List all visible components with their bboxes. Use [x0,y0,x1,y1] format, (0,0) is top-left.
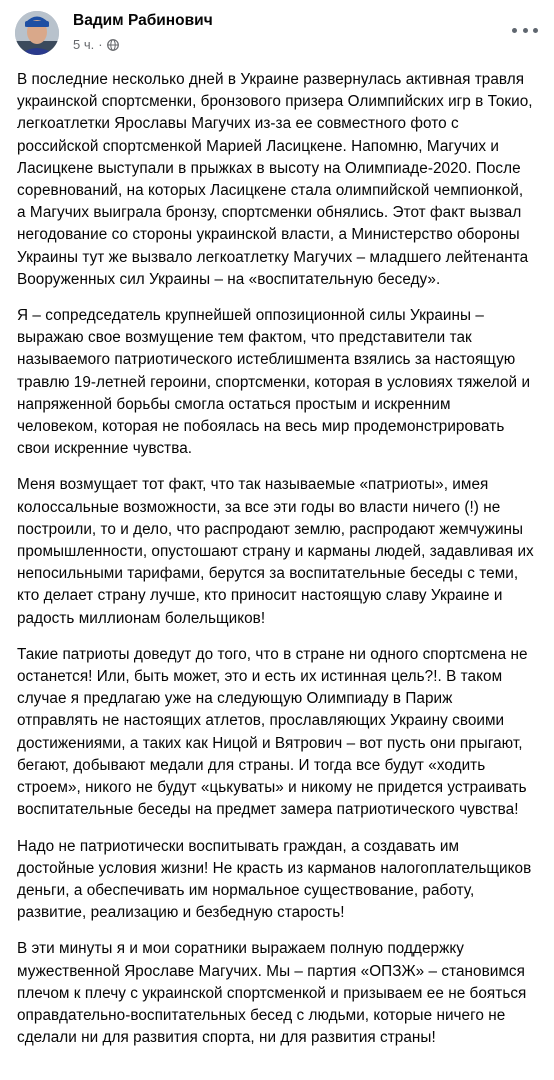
profile-photo-icon [15,11,59,55]
post-time[interactable]: 5 ч. [73,37,95,52]
post-paragraph: В эти минуты я и мои соратники выражаем полную поддержку мужественной Ярославе Магучих. Мы – партия «ОПЗЖ» – становимся плечом к плечу с украинской спортсменкой и призываем ее не бояться оправдательно-воспитательных бесед с людьми, которые ничего не сделали ни для развития спорта, ни для развития страны! [17,940,527,1047]
more-options-icon[interactable] [512,22,538,38]
post-meta [73,37,119,52]
post-header [0,0,554,70]
post-paragraph: Я – сопредседатель крупнейшей оппозиционной силы Украины – выражаю свое возмущение тем фактом, что представители так называемого патриотического истеблишмента взялись за настоящую травлю 19-летней героини, спортсменки, которая в условиях тяжелой и напряженной борьбы смогла остаться простым и искренним человеком, которая не побоялась на весь мир продемонстрировать свои искренние чувства. [17,307,531,458]
meta-separator: · [98,37,103,52]
globe-icon[interactable] [107,39,119,51]
post-paragraph: Надо не патриотически воспитывать граждан, а создавать им достойные условия жизни! Не красть из карманов налогоплательщиков деньги, а обеспечивать им нормальное существование, работу, развитие, реализацию и безбедную старость! [17,837,532,922]
post-paragraph: В последние несколько дней в Украине развернулась активная травля украинской спортсменки, бронзового призера Олимпийских игр в Токио, легкоатлетки Ярославы Магучих из-за ее совместного фото с российской спортсменкой Марией Ласицкене. Напомню, Магучих и Ласицкене выступали в прыжках в высоту на Олимпиаде-2020. После соревнований, на которых Ласицкене стала олимпийской чемпионкой, а Магучих выиграла бронзу, спортсменки обнялись. Этот факт вызвал негодование со стороны украинской власти, а Министерство обороны Украины тут же вызвало легкоатлетку Магучих – младшего лейтенанта Вооруженных сил Украины – на «воспитательную беседу». [17,71,533,288]
post-paragraph: Такие патриоты доведут до того, что в стране ни одного спортсмена не останется! Или, быть может, это и есть их истинная цель?!. В таком случае я предлагаю уже на следующую Олимпиаду в Париж отправлять не настоящих атлетов, прославляющих Украину своими достижениями, а таких как Ницой и Вятрович – вот пусть они прыгают, бегают, добывают медали для страны. И тогда все будут «ходить строем», никого не будут «цькуваты» и никому не придется устраивать воспитательные беседы на предмет замера патриотического чувства! [17,645,528,819]
author-name[interactable]: Вадим Рабинович [73,12,213,29]
post-body [0,69,554,1049]
post-paragraph: Меня возмущает тот факт, что так называемые «патриоты», имея колоссальные возможности, за все эти годы во власти ничего (!) не построили, то и дело, что распродают землю, распродают жемчужины промышленности, опустошают страну и карманы людей, задавливая их непосильными тарифами, берутся за воспитательные беседы с теми, кто делает страну лучше, кто приносит настоящую славу Украине и радость миллионам болельщиков! [17,476,534,627]
author-avatar[interactable] [15,11,59,55]
